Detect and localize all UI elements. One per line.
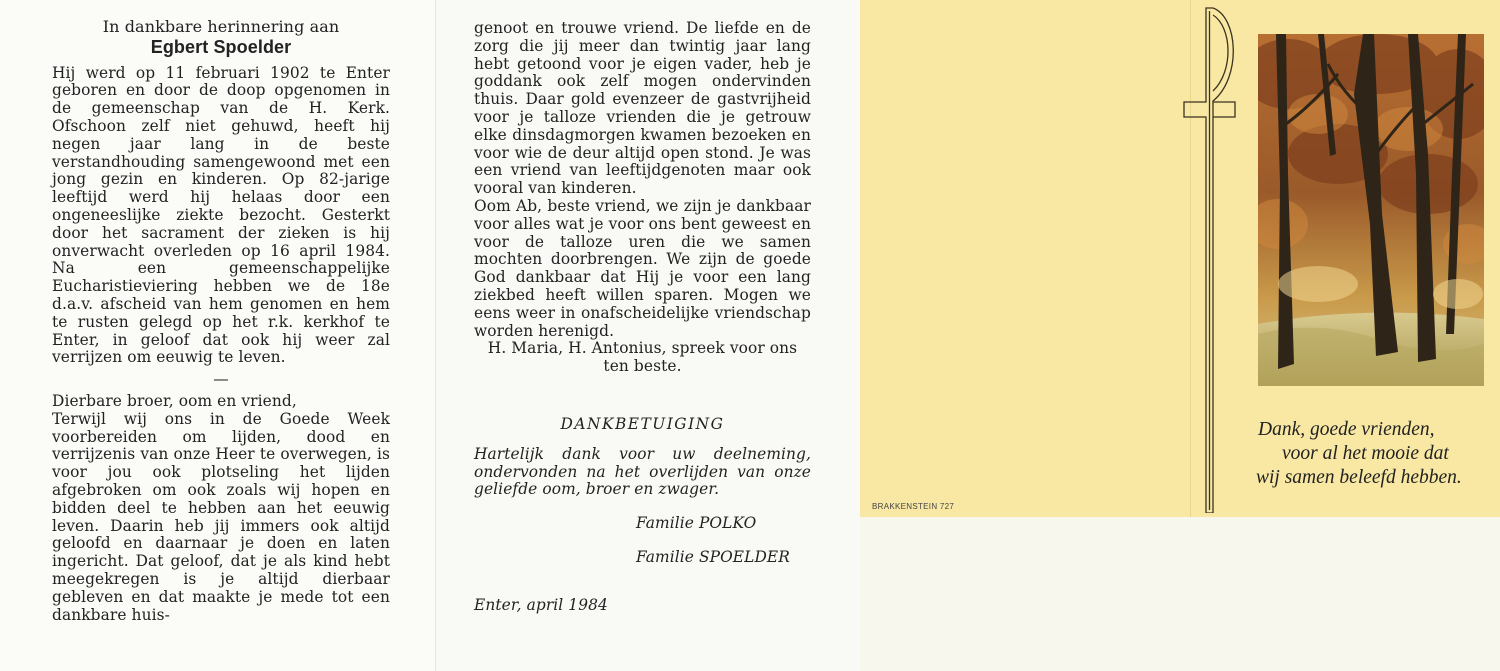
verse-line-2: voor al het mooie dat	[1282, 443, 1449, 464]
deceased-name: Egbert Spoelder	[150, 36, 292, 57]
farewell-paragraph: Oom Ab, beste vriend, we zijn je dankbaar voor alles wat je voor ons bent geweest en voor de talloze uren die we samen mochten doorbrengen. We zijn de goede God dankbaar dat Hij je voor een lang ziekbed heeft willen sparen. Mogen we eens weer in onafscheidelijke vriendschap worden herenigd.	[474, 196, 811, 340]
printer-mark: BRAKKENSTEIN 727	[872, 502, 955, 511]
cross-icon	[1180, 5, 1246, 513]
letter-paragraph-continued: genoot en trouwe vriend. De liefde en de zorg die jij meer dan twintig jaar lang hebt getoond voor je eigen vader, heb je goddank ook zelf mogen ondervinden thuis. Daar gold evenzeer de gastvrijheid voor je talloze vrienden die je getrouw elke dinsdagmorgen kwamen bezoeken en voor wie de deur altijd open stond. Je was een vriend van leeftijdgenoten maar ook vooral van kinderen.	[474, 19, 811, 198]
biography-paragraph: Hij werd op 11 februari 1902 te Enter geboren en door de doop opgenomen in de gemeenschap van de H. Kerk. Ofschoon zelf niet gehuwd, heeft hij negen jaar lang in de beste verstandhouding samengewoond met een jong gezin en kinderen. Op 82-jarige leeftijd werd hij helaas door een ongeneeslijke ziekte bezocht. Gesterkt door het sacrament der zieken is hij onverwacht overleden op 16 april 1984. Na een gemeenschappelijke Eucharistieviering hebben we de 18e d.a.v. afscheid van hem genomen en hem te rusten gelegd op het r.k. kerkhof te Enter, in geloof dat ook hij weer zal verrijzen om eeuwig te leven.	[52, 63, 390, 367]
thanks-text: Hartelijk dank voor uw deelneming, ondervonden na het overlijden van onze geliefde oom, broer en zwager.	[474, 444, 811, 499]
thanks-heading: DANKBETUIGING	[560, 414, 725, 433]
prayer-line: H. Maria, H. Antonius, spreek voor ons ten beste.	[487, 339, 798, 376]
verse-line-1: Dank, goede vrienden,	[1258, 419, 1435, 440]
middle-page-text	[474, 20, 811, 615]
letter-paragraph: Terwijl wij ons in de Goede Week voorbereiden om lijden, dood en verrijzenis van onze Heer te overwegen, is voor jou ook plotseling het lijden afgebroken om ook zoals wij hopen en bidden deel te hebben aan het eeuwig leven. Daarin heb jij immers ook altijd geloofd en daarnaar je doen en laten ingericht. Dat geloof, dat je als kind hebt meegekregen is je altijd dierbaar gebleven en dat maakte je mede tot een dankbare huis-	[52, 409, 390, 624]
card-back-panel	[860, 0, 1190, 517]
forest-photo	[1258, 34, 1484, 386]
verse-text	[1250, 418, 1495, 490]
separator-dash: —	[213, 370, 229, 389]
family-signature-1: Familie POLKO	[636, 514, 757, 533]
left-page-text	[52, 18, 390, 624]
verse-line-3: wij samen beleefd hebben.	[1256, 467, 1462, 488]
place-date: Enter, april 1984	[474, 595, 608, 614]
memorial-heading: In dankbare herinnering aan	[102, 17, 340, 36]
background-area	[860, 517, 1500, 671]
salutation: Dierbare broer, oom en vriend,	[52, 391, 297, 410]
family-signature-2: Familie SPOELDER	[636, 547, 790, 566]
